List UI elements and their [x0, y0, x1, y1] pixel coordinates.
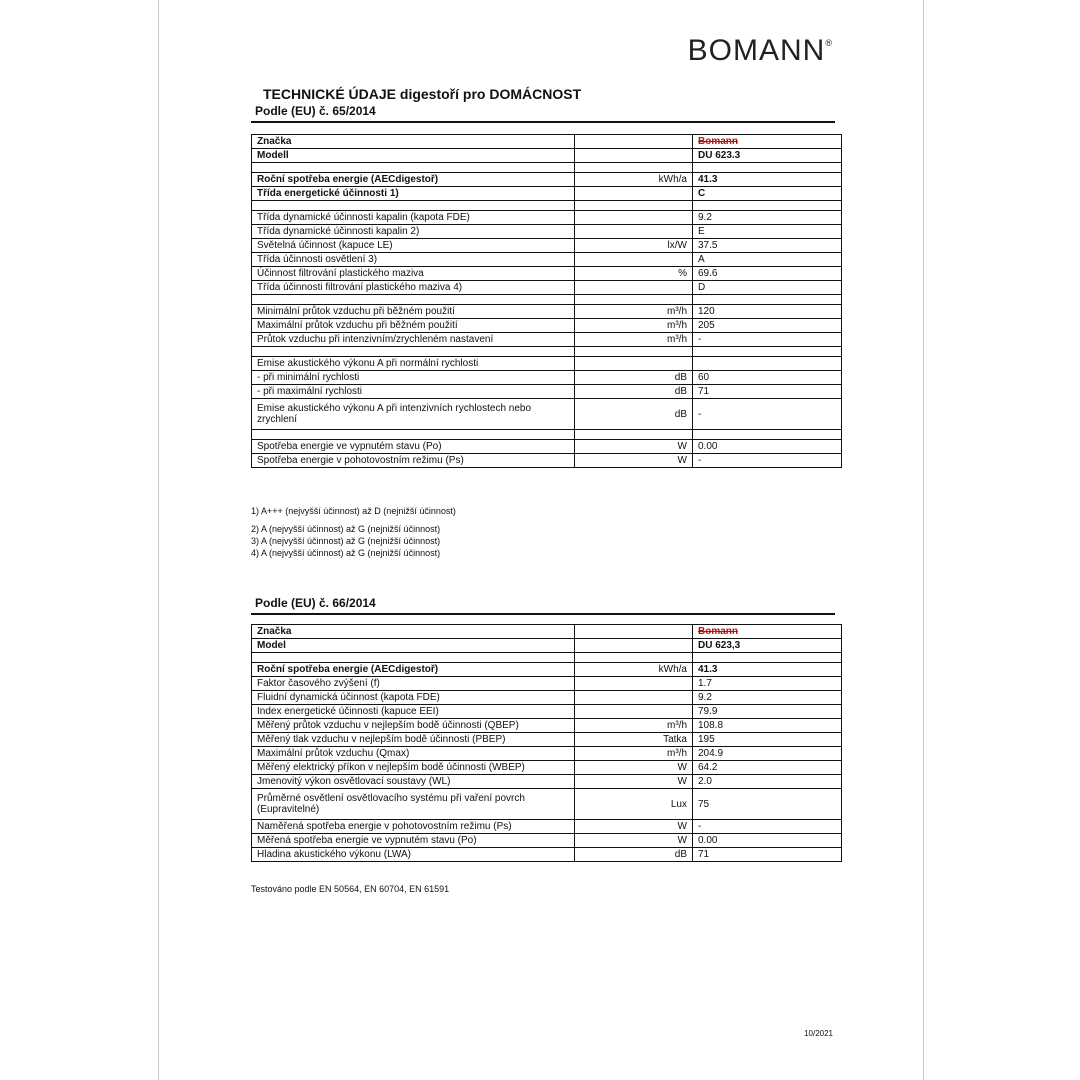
cell-unit: m³/h	[575, 333, 693, 347]
cell-unit	[575, 691, 693, 705]
cell-unit: W	[575, 454, 693, 468]
cell-label: Měřený tlak vzduchu v nejlepším bodě účinnosti (PBEP)	[252, 733, 575, 747]
cell-value	[693, 201, 842, 211]
table-row	[252, 454, 842, 468]
cell-label: Spotřeba energie v pohotovostním režimu (Ps)	[252, 454, 575, 468]
cell-unit	[575, 187, 693, 201]
document-title: TECHNICKÉ ÚDAJE digestoří pro DOMÁCNOST	[263, 86, 582, 102]
cell-unit: kWh/a	[575, 173, 693, 187]
cell-unit: lx/W	[575, 239, 693, 253]
cell-value: 41.3	[693, 173, 842, 187]
document-date: 10/2021	[804, 1029, 833, 1038]
table-row	[252, 834, 842, 848]
cell-label: - při minimální rychlosti	[252, 371, 575, 385]
cell-label: Minimální průtok vzduchu při běžném použití	[252, 305, 575, 319]
cell-value: 195	[693, 733, 842, 747]
cell-label: Průměrné osvětlení osvětlovacího systému při vaření povrch (Eupravitelné)	[252, 789, 575, 820]
cell-unit	[575, 639, 693, 653]
cell-value: D	[693, 281, 842, 295]
cell-label: Model	[252, 639, 575, 653]
document-page	[158, 0, 924, 1080]
cell-value: 60	[693, 371, 842, 385]
spec-table-66-2014	[251, 624, 842, 862]
cell-unit	[575, 347, 693, 357]
table-row	[252, 319, 842, 333]
cell-unit: W	[575, 834, 693, 848]
cell-value: 120	[693, 305, 842, 319]
table-row	[252, 399, 842, 430]
cell-label: Fluidní dynamická účinnost (kapota FDE)	[252, 691, 575, 705]
cell-label: Jmenovitý výkon osvětlovací soustavy (WL)	[252, 775, 575, 789]
footnote: 3) A (nejvyšší účinnost) až G (nejnižší účinnost)	[251, 536, 441, 546]
cell-value: -	[693, 333, 842, 347]
cell-label: Třída dynamické účinnosti kapalin 2)	[252, 225, 575, 239]
cell-label: Spotřeba energie ve vypnutém stavu (Po)	[252, 440, 575, 454]
cell-value: 0.00	[693, 834, 842, 848]
cell-unit	[575, 357, 693, 371]
cell-label: Faktor časového zvýšení (f)	[252, 677, 575, 691]
cell-label: Maximální průtok vzduchu (Qmax)	[252, 747, 575, 761]
cell-label: Průtok vzduchu při intenzivním/zrychleném nastavení	[252, 333, 575, 347]
cell-unit: Tatka	[575, 733, 693, 747]
table-row	[252, 173, 842, 187]
cell-value: 71	[693, 848, 842, 862]
cell-value: 204.9	[693, 747, 842, 761]
cell-value: 69.6	[693, 267, 842, 281]
table-row	[252, 775, 842, 789]
cell-value	[693, 163, 842, 173]
cell-value: E	[693, 225, 842, 239]
cell-value: 1.7	[693, 677, 842, 691]
cell-value: -	[693, 454, 842, 468]
table-row	[252, 639, 842, 653]
test-standards: Testováno podle EN 50564, EN 60704, EN 61591	[251, 884, 450, 894]
cell-label: Světelná účinnost (kapuce LE)	[252, 239, 575, 253]
spacer-row	[252, 653, 842, 663]
table-row	[252, 225, 842, 239]
cell-unit	[575, 163, 693, 173]
cell-label: Modell	[252, 149, 575, 163]
cell-unit: W	[575, 761, 693, 775]
cell-value: 9.2	[693, 211, 842, 225]
cell-unit	[575, 225, 693, 239]
cell-value: -	[693, 399, 842, 430]
cell-value: 75	[693, 789, 842, 820]
table-row	[252, 761, 842, 775]
cell-value: 71	[693, 385, 842, 399]
cell-value: 2.0	[693, 775, 842, 789]
cell-label: Maximální průtok vzduchu při běžném použití	[252, 319, 575, 333]
table-row	[252, 820, 842, 834]
cell-unit: m³/h	[575, 305, 693, 319]
footnote: 2) A (nejvyšší účinnost) až G (nejnižší účinnost)	[251, 524, 441, 534]
cell-label: Účinnost filtrování plastického maziva	[252, 267, 575, 281]
table-row	[252, 625, 842, 639]
cell-value: Bomann	[693, 135, 842, 149]
table-row	[252, 333, 842, 347]
cell-label: Roční spotřeba energie (AECdigestoř)	[252, 663, 575, 677]
cell-unit: %	[575, 267, 693, 281]
cell-label	[252, 163, 575, 173]
cell-unit: dB	[575, 371, 693, 385]
brand-logo: BOMANN®	[687, 34, 833, 67]
cell-value: C	[693, 187, 842, 201]
cell-label: Měřený elektrický příkon v nejlepším bodě účinnosti (WBEP)	[252, 761, 575, 775]
cell-label: Roční spotřeba energie (AECdigestoř)	[252, 173, 575, 187]
cell-label: Emise akustického výkonu A při normální rychlosti	[252, 357, 575, 371]
table-row	[252, 719, 842, 733]
cell-value: 9.2	[693, 691, 842, 705]
cell-value: A	[693, 253, 842, 267]
cell-unit	[575, 253, 693, 267]
spec-table-65-2014	[251, 134, 842, 468]
cell-label	[252, 201, 575, 211]
table-row	[252, 253, 842, 267]
spacer-row	[252, 295, 842, 305]
cell-value	[693, 653, 842, 663]
section1-rule	[251, 121, 835, 123]
cell-label: Emise akustického výkonu A při intenzivních rychlostech nebo zrychlení	[252, 399, 575, 430]
cell-value: DU 623,3	[693, 639, 842, 653]
cell-unit: W	[575, 820, 693, 834]
cell-value	[693, 295, 842, 305]
table-row	[252, 267, 842, 281]
cell-unit: W	[575, 775, 693, 789]
cell-unit	[575, 295, 693, 305]
cell-label: Třída účinnosti osvětlení 3)	[252, 253, 575, 267]
cell-unit	[575, 430, 693, 440]
cell-label	[252, 295, 575, 305]
table-row	[252, 187, 842, 201]
table-row	[252, 747, 842, 761]
spacer-row	[252, 163, 842, 173]
spacer-row	[252, 347, 842, 357]
footnotes	[251, 505, 456, 559]
table-row	[252, 281, 842, 295]
cell-unit	[575, 201, 693, 211]
cell-label	[252, 430, 575, 440]
table-row	[252, 691, 842, 705]
table-row	[252, 385, 842, 399]
cell-unit	[575, 281, 693, 295]
cell-value: Bomann	[693, 625, 842, 639]
cell-label: - při maximální rychlosti	[252, 385, 575, 399]
section2-rule	[251, 613, 835, 615]
table-row	[252, 211, 842, 225]
spacer-row	[252, 430, 842, 440]
cell-unit: kWh/a	[575, 663, 693, 677]
table-row	[252, 705, 842, 719]
cell-label: Měřená spotřeba energie ve vypnutém stavu (Po)	[252, 834, 575, 848]
footnote: 1) A+++ (nejvyšší účinnost) až D (nejnižší účinnost)	[251, 506, 456, 516]
table-row	[252, 371, 842, 385]
footnote: 4) A (nejvyšší účinnost) až G (nejnižší účinnost)	[251, 548, 441, 558]
cell-value: 0.00	[693, 440, 842, 454]
table-row	[252, 149, 842, 163]
table-row	[252, 733, 842, 747]
cell-unit	[575, 211, 693, 225]
table-row	[252, 789, 842, 820]
cell-label: Značka	[252, 625, 575, 639]
cell-value	[693, 347, 842, 357]
cell-value: 79.9	[693, 705, 842, 719]
cell-label: Třída energetické účinnosti 1)	[252, 187, 575, 201]
table-row	[252, 677, 842, 691]
table-row	[252, 305, 842, 319]
cell-label	[252, 653, 575, 663]
cell-value	[693, 430, 842, 440]
cell-unit	[575, 653, 693, 663]
cell-label: Třída dynamické účinnosti kapalin (kapota FDE)	[252, 211, 575, 225]
cell-value: DU 623.3	[693, 149, 842, 163]
cell-value	[693, 357, 842, 371]
cell-label: Index energetické účinnosti (kapuce EEI)	[252, 705, 575, 719]
cell-value: 108.8	[693, 719, 842, 733]
section2-heading: Podle (EU) č. 66/2014	[255, 596, 376, 610]
cell-unit	[575, 135, 693, 149]
cell-label: Naměřená spotřeba energie v pohotovostním režimu (Ps)	[252, 820, 575, 834]
table-row	[252, 135, 842, 149]
table-row	[252, 239, 842, 253]
cell-unit: Lux	[575, 789, 693, 820]
table-row	[252, 440, 842, 454]
cell-unit	[575, 149, 693, 163]
cell-unit	[575, 705, 693, 719]
cell-unit	[575, 677, 693, 691]
cell-label: Třída účinnosti filtrování plastického maziva 4)	[252, 281, 575, 295]
spacer-row	[252, 201, 842, 211]
table-row	[252, 848, 842, 862]
cell-value: 64.2	[693, 761, 842, 775]
cell-unit: dB	[575, 385, 693, 399]
cell-unit: dB	[575, 399, 693, 430]
cell-label: Značka	[252, 135, 575, 149]
cell-unit: m³/h	[575, 747, 693, 761]
cell-value: 41.3	[693, 663, 842, 677]
cell-unit: dB	[575, 848, 693, 862]
cell-value: 37.5	[693, 239, 842, 253]
cell-label: Hladina akustického výkonu (LWA)	[252, 848, 575, 862]
cell-unit: W	[575, 440, 693, 454]
cell-label	[252, 347, 575, 357]
table-row	[252, 357, 842, 371]
table-row	[252, 663, 842, 677]
cell-unit: m³/h	[575, 319, 693, 333]
cell-value: -	[693, 820, 842, 834]
cell-label: Měřený průtok vzduchu v nejlepším bodě účinnosti (QBEP)	[252, 719, 575, 733]
section1-heading: Podle (EU) č. 65/2014	[255, 104, 376, 118]
cell-unit	[575, 625, 693, 639]
cell-value: 205	[693, 319, 842, 333]
cell-unit: m³/h	[575, 719, 693, 733]
